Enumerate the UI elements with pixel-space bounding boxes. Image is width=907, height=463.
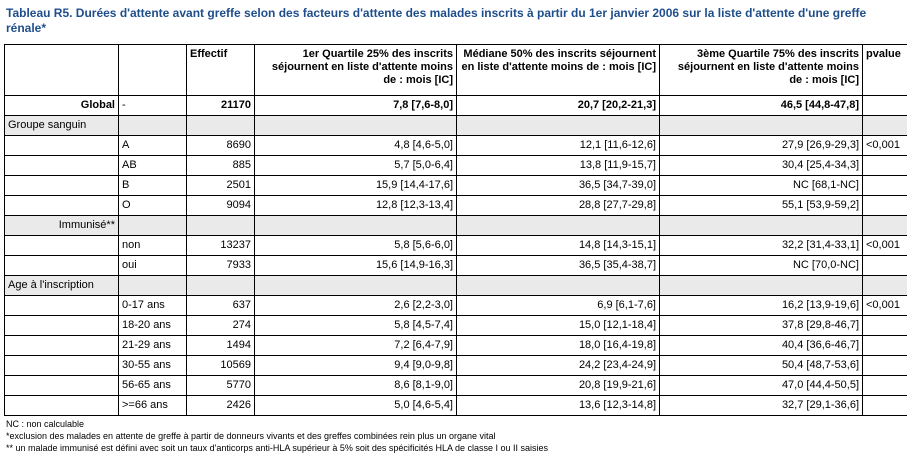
table-row <box>5 376 907 396</box>
row-category: 18-20 ans <box>119 316 187 336</box>
row-pvalue <box>863 356 907 376</box>
footnotes <box>6 418 896 454</box>
header-median: Médiane 50% des inscrits séjournent en liste d'attente moins de : mois [IC] <box>457 45 660 96</box>
row-label-empty <box>5 316 119 336</box>
row-effectif: 7933 <box>187 256 255 276</box>
row-pvalue <box>863 256 907 276</box>
row-pvalue <box>863 376 907 396</box>
row-effectif: 1494 <box>187 336 255 356</box>
footnote-line: *exclusion des malades en attente de greffe à partir de donneurs vivants et des greffes combinées rein plus un organe vital <box>6 431 496 441</box>
row-label-empty <box>5 156 119 176</box>
global-label: Global <box>5 96 119 116</box>
row-median: 24,2 [23,4-24,9] <box>457 356 660 376</box>
row-median: 12,1 [11,6-12,6] <box>457 136 660 156</box>
row-q3: 50,4 [48,7-53,6] <box>660 356 863 376</box>
group-header-cell <box>457 116 660 136</box>
group-header-cell <box>457 276 660 296</box>
row-q3: 32,2 [31,4-33,1] <box>660 236 863 256</box>
row-median: 20,8 [19,9-21,6] <box>457 376 660 396</box>
header-blank-sub <box>119 45 187 96</box>
row-median: 36,5 [34,7-39,0] <box>457 176 660 196</box>
row-category: >=66 ans <box>119 396 187 416</box>
row-category: oui <box>119 256 187 276</box>
row-effectif: 637 <box>187 296 255 316</box>
global-median: 20,7 [20,2-21,3] <box>457 96 660 116</box>
row-q3: 16,2 [13,9-19,6] <box>660 296 863 316</box>
row-category: B <box>119 176 187 196</box>
row-effectif: 5770 <box>187 376 255 396</box>
row-effectif: 274 <box>187 316 255 336</box>
row-pvalue <box>863 156 907 176</box>
row-category: O <box>119 196 187 216</box>
global-row <box>5 96 907 116</box>
row-q3: 27,9 [26,9-29,3] <box>660 136 863 156</box>
row-median: 6,9 [6,1-7,6] <box>457 296 660 316</box>
global-effectif: 21170 <box>187 96 255 116</box>
group-header-cell <box>255 216 457 236</box>
row-pvalue <box>863 336 907 356</box>
row-q1: 15,9 [14,4-17,6] <box>255 176 457 196</box>
row-q1: 8,6 [8,1-9,0] <box>255 376 457 396</box>
row-pvalue: <0,001 <box>863 136 907 156</box>
table-row <box>5 176 907 196</box>
group-header-cell <box>660 216 863 236</box>
table-row <box>5 316 907 336</box>
row-label-empty <box>5 356 119 376</box>
group-header-cell <box>863 216 907 236</box>
header-q1: 1er Quartile 25% des inscrits séjournent en liste d'attente moins de : mois [IC] <box>255 45 457 96</box>
row-label-empty <box>5 256 119 276</box>
row-q3: 32,7 [29,1-36,6] <box>660 396 863 416</box>
table-title: Tableau R5. Durées d'attente avant greffe selon des facteurs d'attente des malades inscrits à partir du 1er janvier 2006 sur la liste d'attente d'une greffe rénale* <box>6 6 867 35</box>
group-header-cell <box>187 276 255 296</box>
row-q1: 5,7 [5,0-6,4] <box>255 156 457 176</box>
row-q3: 30,4 [25,4-34,3] <box>660 156 863 176</box>
row-effectif: 2501 <box>187 176 255 196</box>
row-q1: 15,6 [14,9-16,3] <box>255 256 457 276</box>
row-label-empty <box>5 136 119 156</box>
row-q3: 55,1 [53,9-59,2] <box>660 196 863 216</box>
global-q3: 46,5 [44,8-47,8] <box>660 96 863 116</box>
row-label-empty <box>5 176 119 196</box>
row-q3: 37,8 [29,8-46,7] <box>660 316 863 336</box>
group-header-cell <box>863 116 907 136</box>
row-q3: 40,4 [36,6-46,7] <box>660 336 863 356</box>
row-q1: 7,2 [6,4-7,9] <box>255 336 457 356</box>
group-header-cell <box>119 276 187 296</box>
group-header-cell <box>660 116 863 136</box>
group-header-cell <box>187 116 255 136</box>
row-category: 56-65 ans <box>119 376 187 396</box>
group-header-cell <box>863 276 907 296</box>
group-header-row <box>5 116 907 136</box>
table-row <box>5 196 907 216</box>
group-header-cell <box>255 116 457 136</box>
row-category: 0-17 ans <box>119 296 187 316</box>
group-label: Immunisé** <box>5 216 119 236</box>
row-median: 13,8 [11,9-15,7] <box>457 156 660 176</box>
row-effectif: 9094 <box>187 196 255 216</box>
row-label-empty <box>5 196 119 216</box>
row-category: A <box>119 136 187 156</box>
group-label: Groupe sanguin <box>5 116 119 136</box>
table-row <box>5 396 907 416</box>
row-q3: 47,0 [44,4-50,5] <box>660 376 863 396</box>
row-effectif: 2426 <box>187 396 255 416</box>
row-median: 18,0 [16,4-19,8] <box>457 336 660 356</box>
group-header-cell <box>119 116 187 136</box>
row-pvalue: <0,001 <box>863 296 907 316</box>
group-header-cell <box>660 276 863 296</box>
row-category: non <box>119 236 187 256</box>
global-pvalue <box>863 96 907 116</box>
row-median: 14,8 [14,3-15,1] <box>457 236 660 256</box>
row-q1: 4,8 [4,6-5,0] <box>255 136 457 156</box>
footnote-line: ** un malade immunisé est défini avec soit un taux d'anticorps anti-HLA supérieur à 5% soit des spécificités HLA de classe I ou II saisies <box>6 443 548 453</box>
group-header-cell <box>255 276 457 296</box>
row-effectif: 885 <box>187 156 255 176</box>
row-category: 30-55 ans <box>119 356 187 376</box>
row-effectif: 13237 <box>187 236 255 256</box>
header-blank-label <box>5 45 119 96</box>
table-row <box>5 336 907 356</box>
row-q1: 5,8 [4,5-7,4] <box>255 316 457 336</box>
row-category: AB <box>119 156 187 176</box>
row-median: 28,8 [27,7-29,8] <box>457 196 660 216</box>
row-effectif: 8690 <box>187 136 255 156</box>
group-header-cell <box>119 216 187 236</box>
row-pvalue <box>863 196 907 216</box>
row-pvalue <box>863 176 907 196</box>
group-header-cell <box>457 216 660 236</box>
table-row <box>5 256 907 276</box>
row-effectif: 10569 <box>187 356 255 376</box>
row-q1: 5,0 [4,6-5,4] <box>255 396 457 416</box>
row-pvalue <box>863 396 907 416</box>
group-label: Age à l'inscription <box>5 276 119 296</box>
row-median: 36,5 [35,4-38,7] <box>457 256 660 276</box>
table-row <box>5 156 907 176</box>
header-q3: 3ème Quartile 75% des inscrits séjournent en liste d'attente moins de : mois [IC] <box>660 45 863 96</box>
row-q3: NC [70,0-NC] <box>660 256 863 276</box>
row-q1: 12,8 [12,3-13,4] <box>255 196 457 216</box>
header-pvalue: pvalue <box>863 45 907 96</box>
row-q1: 9,4 [9,0-9,8] <box>255 356 457 376</box>
row-q1: 5,8 [5,6-6,0] <box>255 236 457 256</box>
data-table <box>4 44 907 416</box>
row-label-empty <box>5 396 119 416</box>
row-label-empty <box>5 376 119 396</box>
row-median: 13,6 [12,3-14,8] <box>457 396 660 416</box>
header-row <box>5 45 907 96</box>
row-median: 15,0 [12,1-18,4] <box>457 316 660 336</box>
row-label-empty <box>5 296 119 316</box>
table-row <box>5 356 907 376</box>
global-sub: - <box>119 96 187 116</box>
row-category: 21-29 ans <box>119 336 187 356</box>
group-header-row <box>5 276 907 296</box>
row-label-empty <box>5 336 119 356</box>
row-q3: NC [68,1-NC] <box>660 176 863 196</box>
table-row <box>5 236 907 256</box>
footnote-line: NC : non calculable <box>6 419 85 429</box>
row-q1: 2,6 [2,2-3,0] <box>255 296 457 316</box>
row-pvalue <box>863 316 907 336</box>
table-row <box>5 136 907 156</box>
header-effectif: Effectif <box>187 45 255 96</box>
table-row <box>5 296 907 316</box>
global-q1: 7,8 [7,6-8,0] <box>255 96 457 116</box>
group-header-row <box>5 216 907 236</box>
row-label-empty <box>5 236 119 256</box>
group-header-cell <box>187 216 255 236</box>
row-pvalue: <0,001 <box>863 236 907 256</box>
table-body <box>5 96 907 416</box>
